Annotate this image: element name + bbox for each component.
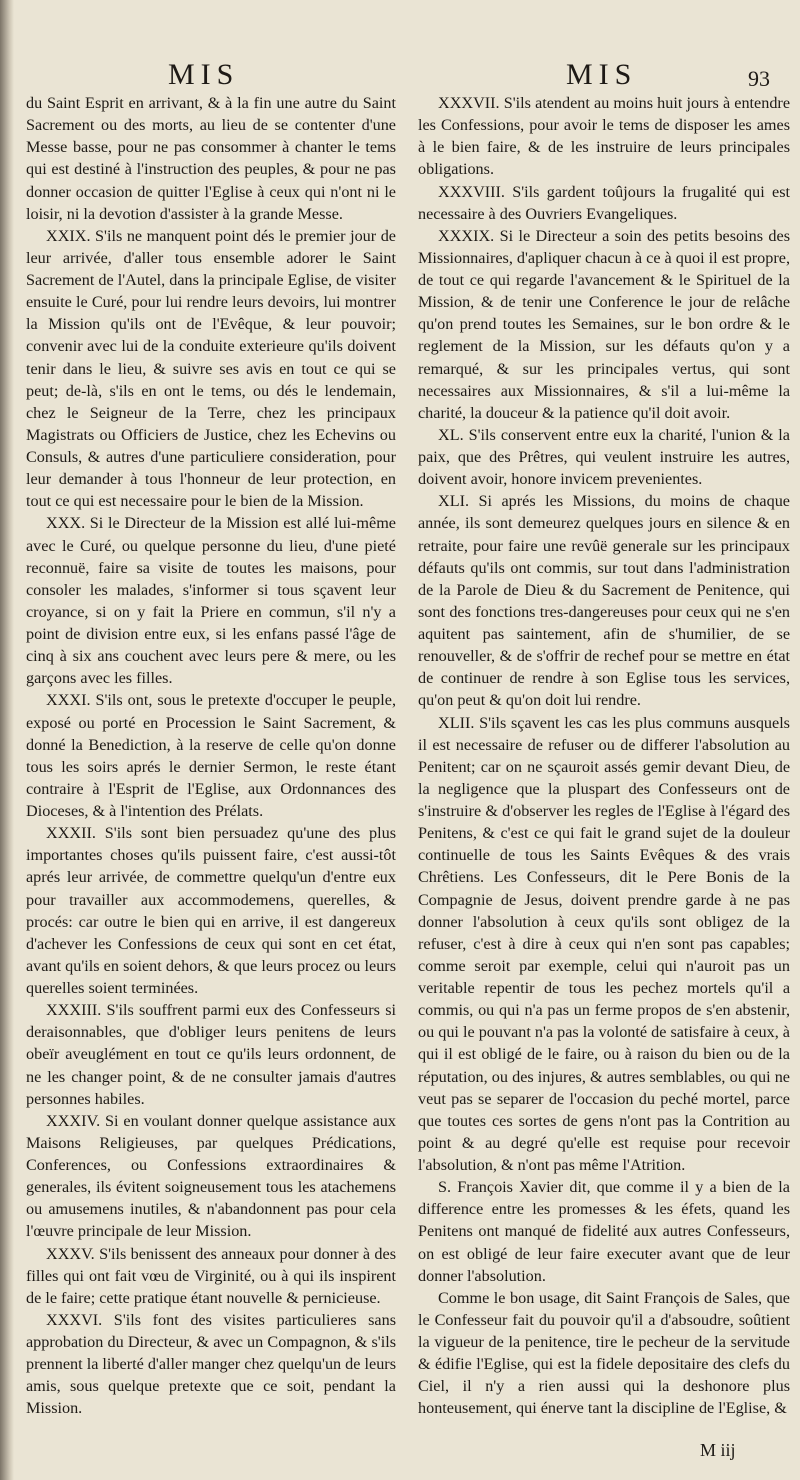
paragraph: XXXIII. S'ils souffrent parmi eux des Confesseurs si deraisonnables, que d'obliger leurs penitens de leurs obeïr aveuglément en tout ce qu'ils leurs ordonnent, de ne les changer point, & de ne consulter jamais d'autres personnes habiles. bbox=[26, 1001, 396, 1108]
paragraph: XXXVIII. S'ils gardent toûjours la frugalité qui est necessaire à des Ouvriers Evangeliques. bbox=[418, 182, 790, 223]
paragraph: XXXIV. Si en voulant donner quelque assistance aux Maisons Religieuses, par quelques Prédications, Conferences, ou Confessions extraordinaires & generales, ils évitent soigneusement tous les atachemens ou amusemens inutiles, & n'abandonnent pas pour cela l'œuvre principale de leur Mission. bbox=[26, 1111, 396, 1241]
running-head-left: MIS bbox=[168, 58, 240, 91]
paragraph: du Saint Esprit en arrivant, & à la fin une autre du Saint Sacrement ou des morts, au lieu de se contenter d'une Messe basse, pour ne pas consommer à chanter le tems qui est destiné à l'instruction des peuples, & pour ne pas donner occasion de quitter l'Eglise à ceux qui n'ont ni le loisir, ni la devotion d'assister à la grande Messe. bbox=[26, 94, 396, 223]
paragraph: XXX. Si le Directeur de la Mission est allé lui-même avec le Curé, ou quelque personne du lieu, d'une pieté reconnuë, faire sa visite de toutes les maisons, pour consoler les malades, s'informer si tous sçavent leur croyance, si on y fait la Priere en commun, s'il n'y a point de division entre eux, si les enfans passé l'âge de cinq à six ans couchent avec leurs pere & mere, ou les garçons avec les filles. bbox=[26, 514, 396, 688]
paragraph: XLII. S'ils sçavent les cas les plus communs ausquels il est necessaire de refuser ou de differer l'absolution au Penitent; car on ne sçauroit assés gemir devant Dieu, de la negligence que la pluspart des Confesseurs ont de s'instruire & d'observer les regles de l'Eglise à l'égard des Penitens, & c'est ce qui fait le grand sujet de la douleur continuelle de tous les Saints Evêques & des vrais Chrêtiens. Les Confesseurs, dit le Pere Bonis de la Compagnie de Jesus, doivent prendre garde à ne pas donner l'absolution à ceux qu'ils sont obligez de la refuser, c'est à dire à ceux qui n'en sont pas capables; comme seroit par exemple, celui qui n'auroit pas un veritable repentir de tous les pechez mortels qu'il a commis, ou qui n'a pas un ferme propos de s'en abstenir, ou qui le pouvant n'a pas la volonté de satisfaire à ceux, à qui il est obligé de le faire, ou à raison du bien ou de la réputation, ou des injures, & autres semblables, ou qui ne veut pas se separer de l'occasion du peché mortel, parce que toutes ces sortes de gens n'ont pas la Contrition au point & au degré qu'elle est requise pour recevoir l'absolution, & n'ont pas même l'Atrition. bbox=[418, 713, 790, 1174]
left-column bbox=[26, 92, 396, 1420]
paragraph: S. François Xavier dit, que comme il y a bien de la difference entre les promesses & les éfets, quand les Penitens ont manqué de fidelité aux autres Confesseurs, on est obligé de leur faire executer avant que de leur donner l'absolution. bbox=[418, 1178, 790, 1285]
running-head-right: MIS bbox=[566, 58, 638, 91]
right-column bbox=[418, 92, 790, 1420]
paragraph: Comme le bon usage, dit Saint François de Sales, que le Confesseur fait du pouvoir qu'il a d'absoudre, soûtient la vigueur de la penitence, tire le pecheur de la servitude & édifie l'Eglise, qui est la fidele depositaire des clefs du Ciel, il n'y a rien aussi qui la deshonore plus honteusement, qui énerve tant la discipline de l'Eglise, & bbox=[418, 1288, 790, 1418]
paragraph: XXXVI. S'ils font des visites particulieres sans approbation du Directeur, & avec un Compagnon, & s'ils prennent la liberté d'aller manger chez quelqu'un de leurs amis, sous quelque pretexte que ce soit, pendant la Mission. bbox=[26, 1310, 396, 1418]
paragraph: XXIX. S'ils ne manquent point dés le premier jour de leur arrivée, d'aller tous ensemble adorer le Saint Sacrement de l'Autel, dans la principale Eglise, de visiter ensuite le Curé, pour lui rendre leurs devoirs, lui montrer la Mission qu'ils ont de l'Evêque, & leur pouvoir; convenir avec lui de la conduite exterieure qu'ils doivent tenir dans le lieu, & suivre ses avis en tout ce qui se peut; de-là, s'ils en ont le tems, ou dés le lendemain, chez le Seigneur de la Terre, chez les principaux Magistrats ou Officiers de Justice, chez les Echevins ou Consuls, & autres d'une particuliere consideration, pour leur demander à tous l'honneur de leur protection, en tout ce qui est necessaire pour le bien de la Mission. bbox=[26, 226, 396, 511]
paragraph: XXXIX. Si le Directeur a soin des petits besoins des Missionnaires, d'apliquer chacun à ce à quoi il est propre, de tout ce qui regarde l'avancement & le Spirituel de la Mission, & de tenir une Conference le jour de relâche qu'on prend toutes les Semaines, sur le bon ordre & le reglement de la Mission, sur les défauts qu'on y a remarqué, & sur les principales vertus, qui sont necessaires aux Missionnaires, & s'il a lui-même la charité, la douceur & la patience qu'il doit avoir. bbox=[418, 226, 790, 422]
paragraph: XXXI. S'ils ont, sous le pretexte d'occuper le peuple, exposé ou porté en Procession le Saint Sacrement, & donné la Benediction, à la reserve de celle qu'on donne tous les soirs aprés le dernier Sermon, le reste étant contraire à l'Esprit de l'Eglise, aux Ordonnances des Dioceses, & à l'intention des Prélats. bbox=[26, 691, 396, 820]
paragraph: XXXII. S'ils sont bien persuadez qu'une des plus importantes choses qu'ils puissent faire, c'est aussi-tôt aprés leur arrivée, de commettre quelqu'un d'entre eux pour travailler aux accommodemens, querelles, & procés: car outre le bien qui en arrive, il est dangereux d'achever les Confessions de ceux qui sont en cet état, avant qu'ils en soient dehors, & que leurs procez ou leurs querelles soient terminées. bbox=[26, 824, 396, 997]
paragraph: XLI. Si aprés les Missions, du moins de chaque année, ils sont demeurez quelques jours en silence & en retraite, pour faire une revûë generale sur les principaux défauts qu'ils ont commis, sur tout dans l'administration de la Parole de Dieu & du Sacrement de Penitence, qui sont des fonctions tres-dangereuses pour ceux qui ne s'en aquitent pas saintement, afin de s'humilier, de se renouveller, & de s'offrir de rechef pour se mettre en état de continuer de rendre à son Eglise tous les services, qu'on peut & qu'on doit lui rendre. bbox=[418, 492, 790, 710]
signature-mark: M iij bbox=[700, 1440, 736, 1460]
page-gutter-shadow bbox=[0, 0, 14, 1480]
page-number: 93 bbox=[748, 66, 770, 91]
paragraph: XXXVII. S'ils atendent au moins huit jours à entendre les Confessions, pour avoir le tems de disposer les ames à le bien faire, & de les instruire de leurs principales obligations. bbox=[418, 94, 790, 179]
paragraph: XL. S'ils conservent entre eux la charité, l'union & la paix, que des Prêtres, qui veulent instruire les autres, doivent avoir, honore invicem prevenientes. bbox=[418, 425, 790, 489]
paragraph: XXXV. S'ils benissent des anneaux pour donner à des filles qui ont fait vœu de Virginité, ou à qui ils inspirent de le faire; cette pratique étant nouvelle & pernicieuse. bbox=[26, 1244, 396, 1307]
